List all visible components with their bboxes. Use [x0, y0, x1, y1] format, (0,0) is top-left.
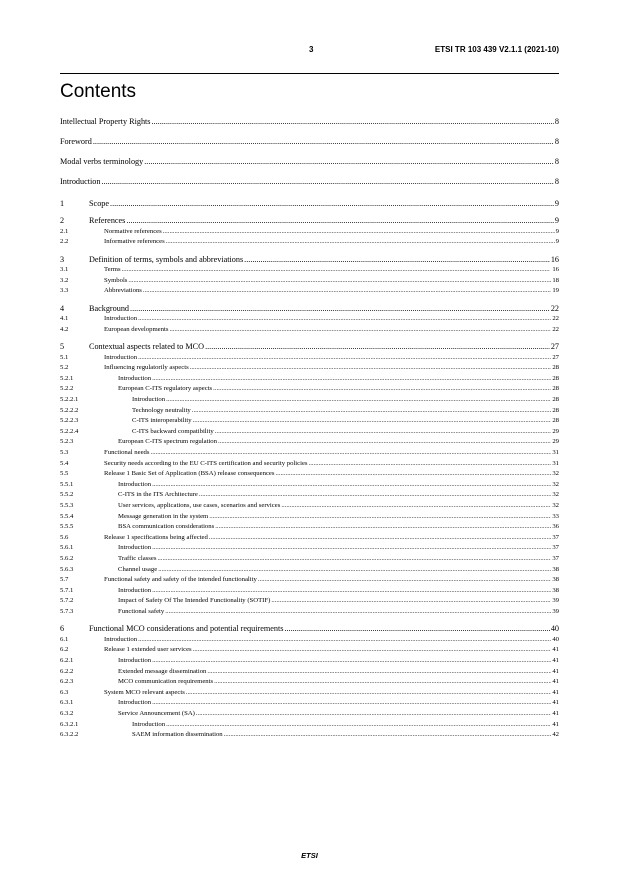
toc-entry-label: Terms — [104, 266, 121, 274]
toc-entry-page: 41 — [552, 720, 559, 728]
toc-entry[interactable] — [60, 720, 559, 731]
toc-entry-page: 19 — [552, 287, 559, 295]
toc-entry-label: Introduction — [104, 353, 138, 361]
toc-dot-leader — [207, 667, 551, 678]
toc-dot-leader — [271, 596, 551, 607]
toc-dot-leader — [157, 554, 551, 565]
toc-entry-label: Normative references — [104, 227, 162, 235]
toc-entry-number: 6.3.1 — [60, 699, 74, 707]
toc-entry-label: Release 1 Basic Set of Application (BSA) release consequences — [104, 470, 275, 478]
toc-entry[interactable] — [60, 512, 559, 523]
toc-entry-page: 28 — [552, 396, 559, 404]
toc-dot-leader — [214, 677, 551, 688]
toc-entry-page: 22 — [552, 325, 559, 333]
toc-entry-number: 2 — [60, 216, 65, 226]
toc-dot-leader — [199, 490, 551, 501]
toc-entry-label: Functional safety — [118, 607, 165, 615]
toc-entry-page: 41 — [552, 646, 559, 654]
toc-entry-label: Introduction — [60, 177, 101, 186]
toc-entry-label: Abbreviations — [104, 287, 142, 295]
toc-dot-leader — [152, 480, 551, 491]
toc-entry-page: 8 — [554, 157, 559, 166]
toc-entry[interactable] — [60, 635, 559, 646]
toc-entry[interactable] — [60, 248, 559, 265]
toc-entry-label: Extended message dissemination — [118, 667, 207, 675]
toc-entry-number: 6.3 — [60, 688, 69, 696]
toc-entry[interactable] — [60, 427, 559, 438]
toc-dot-leader — [144, 152, 554, 172]
toc-entry-label: C-ITS interoperability — [132, 417, 192, 425]
toc-entry-page: 8 — [554, 177, 559, 186]
toc-entry-label: Introduction — [118, 374, 152, 382]
toc-entry[interactable] — [60, 325, 559, 336]
toc-dot-leader — [209, 533, 551, 544]
toc-entry[interactable] — [60, 656, 559, 667]
toc-entry-number: 2.2 — [60, 238, 69, 246]
toc-entry-label: Intellectual Property Rights — [60, 117, 151, 126]
toc-dot-leader — [152, 543, 551, 554]
toc-entry-number: 5.2.2.1 — [60, 396, 79, 404]
toc-entry-number: 4.1 — [60, 315, 69, 323]
toc-entry-number: 5.1 — [60, 353, 69, 361]
toc-entry-label: Definition of terms, symbols and abbreviations — [89, 254, 244, 264]
toc-entry-page: 31 — [552, 448, 559, 456]
toc-entry-page: 41 — [552, 656, 559, 664]
toc-dot-leader — [152, 586, 551, 597]
toc-entry-number: 3.2 — [60, 276, 69, 284]
toc-entry-page: 38 — [552, 586, 559, 594]
toc-entry-label: Functional MCO considerations and potential requirements — [89, 624, 284, 634]
toc-entry[interactable] — [60, 698, 559, 709]
toc-entry-page: 36 — [552, 523, 559, 531]
toc-dot-leader — [275, 469, 551, 480]
toc-entry[interactable] — [60, 437, 559, 448]
toc-entry-label: Symbols — [104, 276, 128, 284]
toc-dot-leader — [169, 325, 551, 336]
toc-entry-page: 41 — [552, 699, 559, 707]
toc-entry-label: Foreword — [60, 137, 92, 146]
toc-entry[interactable] — [60, 522, 559, 533]
toc-entry-number: 2.1 — [60, 227, 69, 235]
toc-dot-leader — [224, 730, 552, 741]
toc-dot-leader — [163, 227, 555, 238]
toc-dot-leader — [193, 645, 552, 656]
toc-entry-page: 40 — [552, 635, 559, 643]
toc-entry-label: C-ITS backward compatibility — [132, 427, 214, 435]
toc-entry-page: 31 — [552, 459, 559, 467]
toc-entry[interactable] — [60, 335, 559, 352]
toc-entry-page: 9 — [555, 227, 559, 235]
toc-entry[interactable] — [60, 688, 559, 699]
toc-entry-page: 41 — [552, 688, 559, 696]
toc-entry-label: European C-ITS regulatory aspects — [118, 385, 213, 393]
toc-entry-number: 4.2 — [60, 325, 69, 333]
toc-entry-label: Functional safety and safety of the intended functionality — [104, 576, 257, 584]
header-rule — [60, 73, 559, 74]
toc-entry[interactable] — [60, 237, 559, 248]
page-number: 3 — [309, 45, 314, 54]
toc-entry-label: Security needs according to the EU C-ITS certification and security policies — [104, 459, 308, 467]
toc-entry-page: 9 — [555, 238, 559, 246]
toc-entry-label: Technology neutrality — [132, 406, 191, 414]
toc-entry-label: European developments — [104, 325, 169, 333]
toc-entry[interactable] — [60, 533, 559, 544]
toc-entry-label: Message generation in the system — [118, 512, 209, 520]
toc-entry-page: 9 — [554, 199, 559, 208]
toc-entry-number: 1 — [60, 199, 65, 208]
toc-entry-page: 32 — [552, 480, 559, 488]
toc-entry[interactable] — [60, 374, 559, 385]
toc-entry-page: 28 — [552, 364, 559, 372]
toc-dot-leader — [128, 276, 551, 287]
toc-entry[interactable] — [60, 490, 559, 501]
toc-entry-number: 5.6.1 — [60, 544, 74, 552]
toc-entry-page: 16 — [550, 254, 559, 264]
toc-entry-number: 6 — [60, 624, 65, 634]
toc-entry-label: Traffic classes — [118, 554, 157, 562]
toc-entry-page: 33 — [552, 512, 559, 520]
toc-entry[interactable] — [60, 209, 559, 226]
toc-entry-number: 3.3 — [60, 287, 69, 295]
toc-entry-page: 41 — [552, 709, 559, 717]
toc-entry-number: 6.1 — [60, 635, 69, 643]
toc-dot-leader — [215, 522, 551, 533]
toc-entry[interactable] — [60, 406, 559, 417]
toc-entry-number: 5.2.2.4 — [60, 427, 79, 435]
toc-entry-label: Release 1 extended user services — [104, 646, 192, 654]
toc-entry-page: 37 — [552, 533, 559, 541]
toc-dot-leader — [152, 698, 551, 709]
toc-entry-label: Introduction — [118, 656, 152, 664]
toc-entry-number: 5.7 — [60, 576, 69, 584]
toc-entry[interactable] — [60, 172, 559, 192]
toc-entry-number: 3 — [60, 254, 65, 264]
toc-entry-number: 5.5.3 — [60, 501, 74, 509]
toc-dot-leader — [138, 353, 551, 364]
toc-dot-leader — [166, 237, 555, 248]
toc-entry-number: 5.2.2.2 — [60, 406, 79, 414]
toc-entry-label: Channel usage — [118, 565, 158, 573]
toc-entry-page: 9 — [554, 216, 559, 226]
toc-entry[interactable] — [60, 596, 559, 607]
table-of-contents — [60, 112, 559, 741]
toc-entry-page: 28 — [552, 417, 559, 425]
toc-entry-label: References — [89, 216, 126, 226]
toc-dot-leader — [165, 607, 551, 618]
toc-entry-page: 37 — [552, 554, 559, 562]
toc-dot-leader — [166, 720, 551, 731]
toc-entry-page: 18 — [552, 276, 559, 284]
toc-entry[interactable] — [60, 112, 559, 132]
toc-entry-number: 5.6.3 — [60, 565, 74, 573]
toc-dot-leader — [138, 314, 551, 325]
toc-entry-label: BSA communication considerations — [118, 523, 215, 531]
toc-entry-label: Release 1 specifications being affected — [104, 533, 208, 541]
toc-entry-page: 29 — [552, 427, 559, 435]
toc-entry-number: 4 — [60, 303, 65, 313]
toc-entry[interactable] — [60, 384, 559, 395]
toc-entry[interactable] — [60, 667, 559, 678]
toc-entry-page: 37 — [552, 544, 559, 552]
toc-entry-number: 5.4 — [60, 459, 69, 467]
toc-entry[interactable] — [60, 575, 559, 586]
toc-entry-label: Introduction — [104, 635, 138, 643]
toc-dot-leader — [101, 172, 553, 192]
toc-dot-leader — [196, 709, 551, 720]
toc-entry-number: 5.7.2 — [60, 597, 74, 605]
toc-entry-page: 28 — [552, 385, 559, 393]
toc-entry[interactable] — [60, 645, 559, 656]
toc-entry-number: 5.7.3 — [60, 607, 74, 615]
toc-entry-page: 28 — [552, 374, 559, 382]
toc-entry-label: Introduction — [132, 720, 166, 728]
toc-entry-page: 29 — [552, 438, 559, 446]
toc-entry-page: 41 — [552, 667, 559, 675]
toc-entry[interactable] — [60, 677, 559, 688]
toc-entry[interactable] — [60, 152, 559, 172]
toc-dot-leader — [258, 575, 551, 586]
toc-entry-label: Informative references — [104, 238, 165, 246]
toc-entry[interactable] — [60, 730, 559, 741]
toc-entry[interactable] — [60, 416, 559, 427]
toc-dot-leader — [143, 286, 551, 297]
toc-dot-leader — [281, 501, 551, 512]
toc-dot-leader — [151, 448, 552, 459]
page-footer: ETSI — [301, 851, 318, 860]
toc-entry-label: Introduction — [104, 315, 138, 323]
toc-entry-label: Contextual aspects related to MCO — [89, 342, 205, 352]
toc-entry-number: 5.5.1 — [60, 480, 74, 488]
toc-entry-page: 8 — [554, 137, 559, 146]
toc-dot-leader — [93, 132, 554, 152]
toc-entry-page: 16 — [552, 266, 559, 274]
toc-entry[interactable] — [60, 395, 559, 406]
toc-entry-page: 28 — [552, 406, 559, 414]
toc-entry-label: Influencing regulatorily aspects — [104, 364, 189, 372]
toc-entry-number: 3.1 — [60, 266, 69, 274]
toc-entry-page: 27 — [552, 353, 559, 361]
toc-dot-leader — [218, 437, 551, 448]
toc-entry-label: Functional needs — [104, 448, 150, 456]
toc-entry-label: Introduction — [118, 586, 152, 594]
toc-entry[interactable] — [60, 459, 559, 470]
toc-entry-number: 5.7.1 — [60, 586, 74, 594]
toc-entry-number: 5.2.2 — [60, 385, 74, 393]
toc-dot-leader — [190, 363, 552, 374]
toc-entry[interactable] — [60, 586, 559, 597]
toc-entry-number: 6.3.2.1 — [60, 720, 79, 728]
toc-entry[interactable] — [60, 192, 559, 209]
toc-entry[interactable] — [60, 314, 559, 325]
toc-entry-page: 8 — [554, 117, 559, 126]
toc-entry-label: Introduction — [118, 699, 152, 707]
toc-entry-page: 39 — [552, 607, 559, 615]
toc-entry[interactable] — [60, 554, 559, 565]
toc-entry-label: Impact of Safety Of The Intended Functionality (SOTIF) — [118, 597, 271, 605]
toc-entry-label: Introduction — [132, 396, 166, 404]
toc-entry-page: 38 — [552, 565, 559, 573]
toc-entry-label: C-ITS in the ITS Architecture — [118, 491, 198, 499]
toc-entry-label: Service Announcement (SA) — [118, 709, 195, 717]
toc-entry-label: System MCO relevant aspects — [104, 688, 185, 696]
toc-entry-page: 27 — [550, 342, 559, 352]
toc-dot-leader — [213, 384, 551, 395]
toc-entry[interactable] — [60, 617, 559, 634]
toc-entry[interactable] — [60, 501, 559, 512]
toc-entry[interactable] — [60, 265, 559, 276]
toc-entry-page: 38 — [552, 576, 559, 584]
toc-entry-number: 5.5.2 — [60, 491, 74, 499]
toc-entry-number: 6.2.2 — [60, 667, 74, 675]
toc-entry[interactable] — [60, 607, 559, 618]
toc-entry-number: 5.2 — [60, 364, 69, 372]
page-header — [60, 45, 559, 59]
toc-dot-leader — [166, 395, 551, 406]
toc-entry-label: Introduction — [118, 480, 152, 488]
toc-entry-page: 22 — [552, 315, 559, 323]
toc-dot-leader — [152, 656, 551, 667]
toc-entry[interactable] — [60, 543, 559, 554]
toc-entry[interactable] — [60, 448, 559, 459]
toc-entry-page: 42 — [552, 731, 559, 739]
toc-entry-label: User services, applications, use cases, scenarios and services — [118, 501, 281, 509]
toc-entry-label: Introduction — [118, 544, 152, 552]
toc-entry-number: 5.2.2.3 — [60, 417, 79, 425]
toc-entry-number: 6.2 — [60, 646, 69, 654]
toc-dot-leader — [209, 512, 551, 523]
toc-dot-leader — [192, 406, 552, 417]
toc-entry[interactable] — [60, 353, 559, 364]
toc-entry-label: Background — [89, 303, 130, 313]
toc-entry-page: 32 — [552, 501, 559, 509]
toc-entry-page: 32 — [552, 491, 559, 499]
toc-entry-number: 6.3.2.2 — [60, 731, 79, 739]
toc-dot-leader — [215, 427, 552, 438]
toc-dot-leader — [122, 265, 552, 276]
toc-entry[interactable] — [60, 363, 559, 374]
toc-entry-label: MCO communication requirements — [118, 678, 214, 686]
toc-dot-leader — [152, 374, 551, 385]
toc-entry-number: 5.5.4 — [60, 512, 74, 520]
toc-dot-leader — [152, 112, 554, 132]
toc-dot-leader — [138, 635, 551, 646]
toc-entry-number: 6.2.1 — [60, 656, 74, 664]
toc-entry[interactable] — [60, 227, 559, 238]
toc-entry[interactable] — [60, 709, 559, 720]
toc-entry-page: 22 — [550, 303, 559, 313]
page-title: Contents — [60, 81, 137, 102]
toc-entry-page: 40 — [550, 624, 559, 634]
toc-entry-number: 5.2.1 — [60, 374, 74, 382]
toc-entry-label: Scope — [89, 199, 110, 208]
document-reference: ETSI TR 103 439 V2.1.1 (2021-10) — [434, 45, 559, 54]
toc-entry[interactable] — [60, 469, 559, 480]
toc-entry-page: 32 — [552, 470, 559, 478]
toc-entry-number: 6.2.3 — [60, 678, 74, 686]
toc-entry-number: 5.2.3 — [60, 438, 74, 446]
toc-entry[interactable] — [60, 132, 559, 152]
toc-entry-label: SAEM information dissemination — [132, 731, 223, 739]
toc-dot-leader — [309, 459, 552, 470]
toc-entry-label: Modal verbs terminology — [60, 157, 144, 166]
toc-entry[interactable] — [60, 286, 559, 297]
toc-entry[interactable] — [60, 297, 559, 314]
toc-entry-page: 39 — [552, 597, 559, 605]
toc-dot-leader — [193, 416, 552, 427]
toc-entry-number: 5.3 — [60, 448, 69, 456]
toc-entry[interactable] — [60, 276, 559, 287]
toc-entry-number: 5.5 — [60, 470, 69, 478]
toc-dot-leader — [158, 565, 551, 576]
toc-entry-label: European C-ITS spectrum regulation — [118, 438, 217, 446]
toc-entry-number: 5.6.2 — [60, 554, 74, 562]
toc-entry[interactable] — [60, 565, 559, 576]
toc-entry[interactable] — [60, 480, 559, 491]
toc-dot-leader — [186, 688, 552, 699]
toc-entry-number: 5 — [60, 342, 65, 352]
toc-entry-page: 41 — [552, 678, 559, 686]
toc-entry-number: 6.3.2 — [60, 709, 74, 717]
toc-entry-number: 5.6 — [60, 533, 69, 541]
toc-entry-number: 5.5.5 — [60, 523, 74, 531]
